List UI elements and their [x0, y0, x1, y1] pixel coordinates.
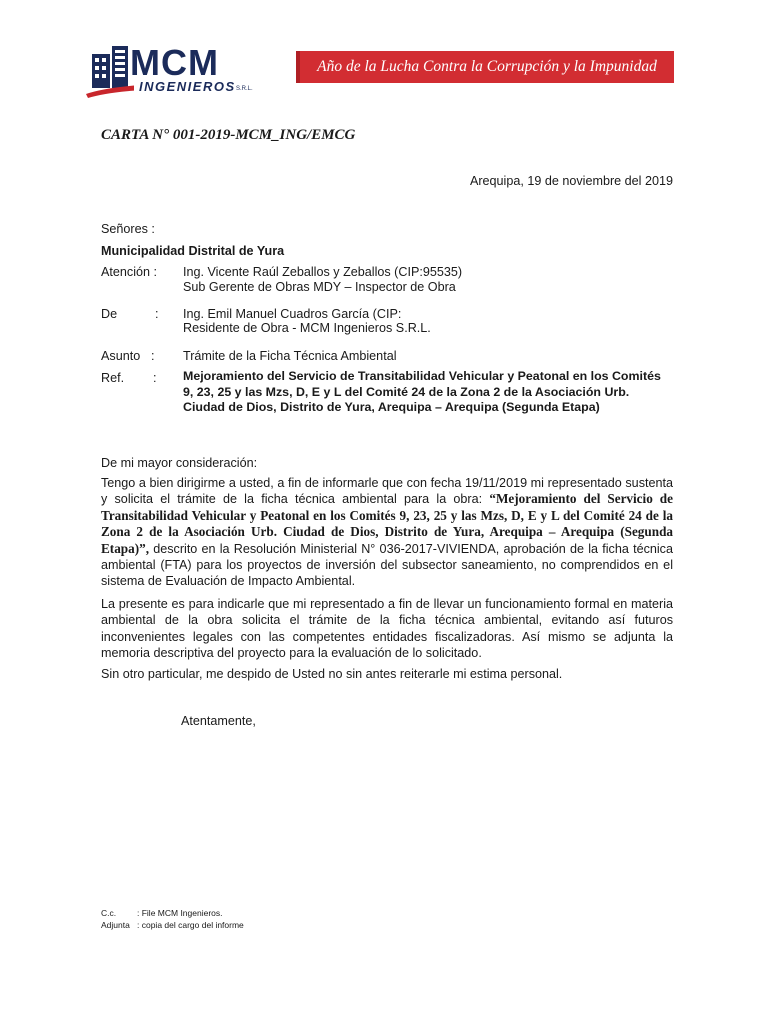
from-line-1: Ing. Emil Manuel Cuadros García (CIP:	[183, 307, 402, 321]
salutation: Señores :	[101, 222, 155, 236]
ref-value: Mejoramiento del Servicio de Transitabilidad Vehicular y Peatonal en los Comités 9, 23, 25 y las Mzs, D, E y L del Comité 24 de la Zona 2 de la Asociación Urb. Ciudad de Dios, Distrito de Yura, Arequipa – Arequipa (Segunda Etapa)	[183, 369, 661, 415]
para1-start: Tengo a bien dirigirme a usted, a fin de informarle que con fecha 19/11/2019 mi representado sustenta y solicita el trámite de la ficha técnica ambiental para la obra:	[101, 476, 673, 507]
attachment-label: Adjunta	[101, 920, 130, 930]
para1-end: descrito en la Resolución Ministerial N° 036-2017-VIVIENDA, aprobación de la ficha técnica ambiental (FTA) para los proyectos de inversión del subsector saneamiento, no comprendidos en el sistema de Evaluación de Impacto Ambiental.	[101, 541, 673, 589]
body-paragraph-1	[101, 475, 673, 590]
closing: Atentamente,	[181, 714, 256, 728]
from-line-2: Residente de Obra - MCM Ingenieros S.R.L.	[183, 321, 431, 335]
attachment-value: : copia del cargo del informe	[137, 920, 244, 930]
from-label: De	[101, 307, 118, 321]
subject-label: Asunto	[101, 349, 141, 363]
building-logo-icon	[86, 44, 134, 100]
from-colon: :	[155, 307, 159, 321]
logo-subtitle: INGENIEROS	[139, 79, 236, 94]
body-paragraph-2: La presente es para indicarle que mi representado a fin de llevar un funcionamiento formal en materia ambiental de la obra solicita el trámite de la ficha técnica ambiental, evitando así futuros inconvenientes legales con las competentes entidades fiscalizadoras. Así mismo se adjunta la memoria descriptiva del proyecto para la evaluación de lo solicitado.	[101, 597, 673, 661]
subject-value: Trámite de la Ficha Técnica Ambiental	[183, 349, 397, 363]
ref-label: Ref.	[101, 371, 125, 385]
logo-suffix: S.R.L.	[236, 86, 253, 92]
cc-label: C.c.	[101, 908, 117, 918]
para1-project-title: “Mejoramiento del Servicio de Transitabilidad Vehicular y Peatonal en los Comités 9, 23, 25 y las Mzs, D, E y L del Comité 24 de la Zona 2 de la Asociación Urb. Ciudad de Dios, Distrito de Yura, Arequipa – Arequipa (Segunda Etapa)”,	[101, 491, 673, 556]
letter-date: Arequipa, 19 de noviembre del 2019	[469, 174, 673, 188]
motto-banner	[296, 51, 674, 83]
subject-colon: :	[151, 349, 155, 363]
motto-banner-text: Año de la Lucha Contra la Corrupción y la Impunidad	[317, 58, 657, 75]
letter-reference-number: CARTA N° 001-2019-MCM_ING/EMCG	[101, 127, 356, 143]
company-logo	[86, 44, 256, 100]
attention-label: Atención :	[101, 265, 158, 279]
attention-line-2: Sub Gerente de Obras MDY – Inspector de Obra	[183, 280, 456, 294]
body-paragraph-3: Sin otro particular, me despido de Usted no sin antes reiterarle mi estima personal.	[101, 667, 563, 681]
recipient-organization: Municipalidad Distrital de Yura	[101, 244, 285, 258]
cc-value: : File MCM Ingenieros.	[137, 908, 223, 918]
logo-mcm-text: MCM	[130, 42, 219, 83]
greeting: De mi mayor consideración:	[101, 456, 258, 470]
ref-colon: :	[153, 371, 157, 385]
attention-line-1: Ing. Vicente Raúl Zeballos y Zeballos (CIP:95535)	[183, 265, 463, 279]
